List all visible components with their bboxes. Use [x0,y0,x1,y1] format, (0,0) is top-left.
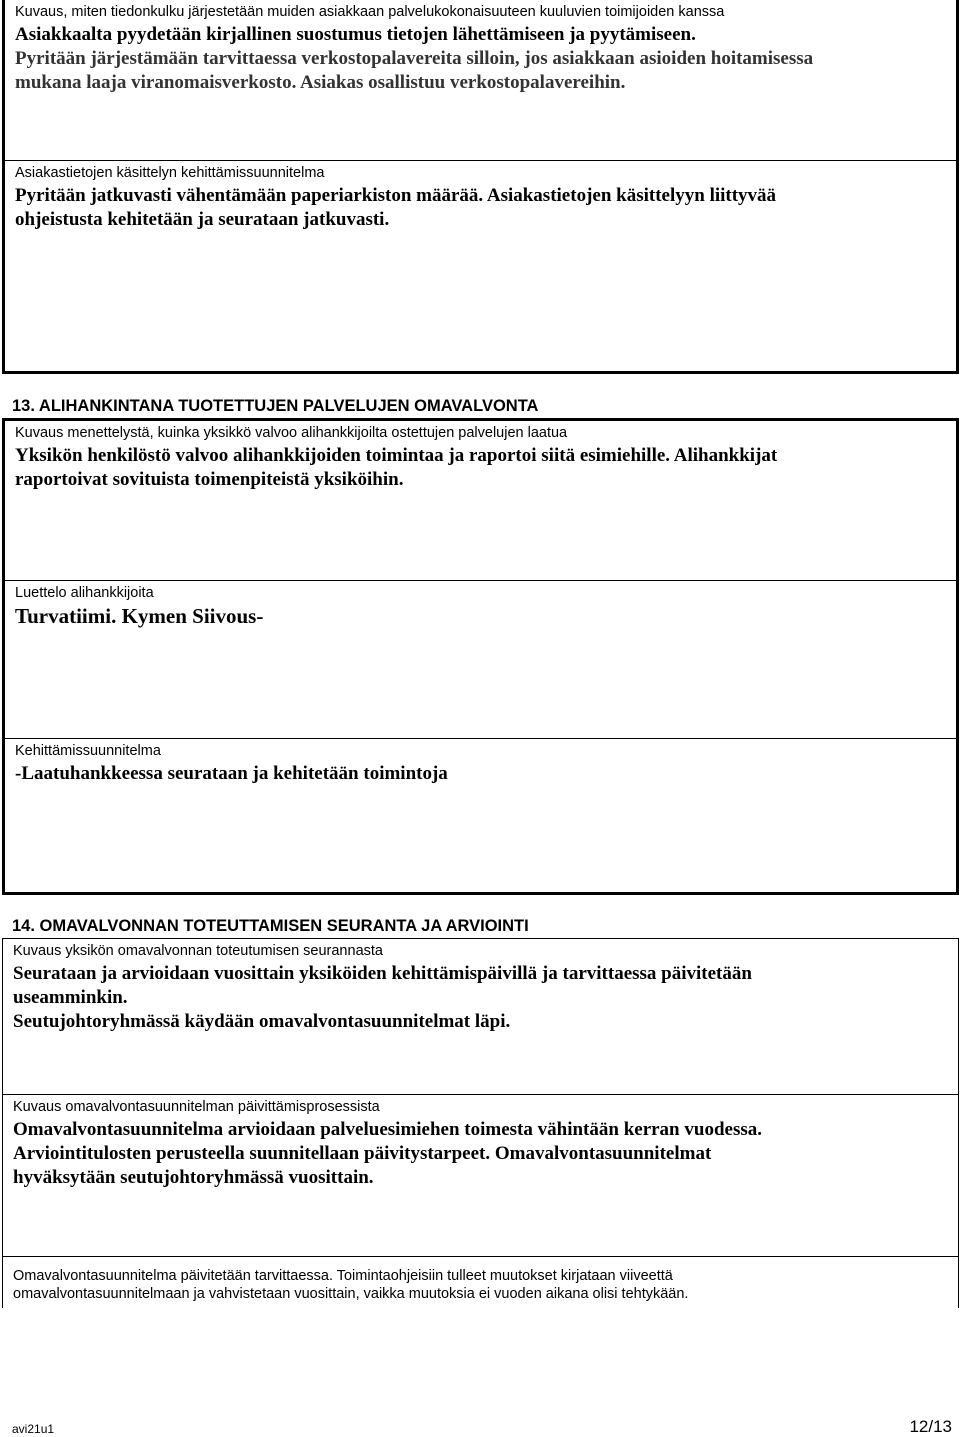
paivitysprosessi-text: Omavalvontasuunnitelma arvioidaan palveluesimiehen toimesta vähintään kerran vuodessa. Arviointitulosten perusteella suunnitellaan päivitystarpeet. Omavalvontasuunnitelmat hyväksytään seutujohtoryhmässä vuosittain. [13,1119,762,1188]
section-14-heading: 14. OMAVALVONNAN TOTEUTTAMISEN SEURANTA JA ARVIOINTI [12,917,529,935]
seuranta-cell [3,939,958,1094]
doc-id: avi21u1 [12,1422,55,1436]
tiedonkulku-text: Asiakkaalta pyydetään kirjallinen suostumus tietojen lähettämiseen ja pyytämiseen. Pyritään järjestämään tarvittaessa verkostopalavereita silloin, jos asiakkaan asioiden hoitamisessa mukana laaja viranomaisverkosto. Asiakas osallistuu verkostopalavereihin. [15,24,814,93]
alihankkijat-label: Luettelo alihankkijoita [15,585,154,601]
kasittely-kehittamis-text: Pyritään jatkuvasti vähentämään paperiarkiston määrää. Asiakastietojen käsittelyyn liittyvää ohjeistusta kehitetään ja seurataan jatkuvasti. [15,185,777,230]
paivitysprosessi-label: Kuvaus omavalvontasuunnitelman päivittämisprosessista [13,1099,380,1115]
page-number: 12/13 [909,1417,952,1436]
alihankinta-valvonta-text: Yksikön henkilöstö valvoo alihankkijoiden toimintaa ja raportoi siitä esimiehille. Alihankkijat raportoivat sovituista toimenpiteistä yksiköihin. [15,445,778,490]
paivitysprosessi-cell [3,1094,958,1256]
alihankkijat-cell [5,580,956,738]
kasittely-kehittamis-cell [5,160,956,371]
section-14-box [2,938,959,1308]
tiedonkulku-cell [5,0,956,160]
section-13-heading: 13. ALIHANKINTANA TUOTETTUJEN PALVELUJEN OMAVALVONTA [12,397,539,415]
section-12-box [2,0,959,374]
section-13-box [2,418,959,895]
alihankinta-valvonta-cell [5,421,956,580]
alihankkijat-text: Turvatiimi. Kymen Siivous- [15,604,264,628]
alihankinta-kehittamis-text: -Laatuhankkeessa seurataan ja kehitetään toimintoja [15,763,448,784]
tiedonkulku-label: Kuvaus, miten tiedonkulku järjestetään muiden asiakkaan palvelukokonaisuuteen kuuluvien toimijoiden kanssa [15,4,725,20]
seuranta-label: Kuvaus yksikön omavalvonnan toteutumisen seurannasta [13,943,383,959]
paivitys-huomio-cell [3,1256,958,1308]
alihankinta-kehittamis-cell [5,738,956,892]
alihankinta-kehittamis-label: Kehittämissuunnitelma [15,743,161,759]
paivitys-huomio-text: Omavalvontasuunnitelma päivitetään tarvittaessa. Toimintaohjeisiin tulleet muutokset kirjataan viiveettä omavalvontasuunnitelmaan ja vahvistetaan vuosittain, vaikka muutoksia ei vuoden aikana olisi tehtykään. [13,1268,689,1302]
seuranta-text: Seurataan ja arvioidaan vuosittain yksiköiden kehittämispäivillä ja tarvittaessa päivitetään useamminkin. Seutujohtoryhmässä käydään omavalvontasuunnitelmat läpi. [13,963,752,1032]
alihankinta-valvonta-label: Kuvaus menettelystä, kuinka yksikkö valvoo alihankkijoilta ostettujen palvelujen laatua [15,425,568,441]
kasittely-kehittamis-label: Asiakastietojen käsittelyn kehittämissuunnitelma [15,165,325,181]
